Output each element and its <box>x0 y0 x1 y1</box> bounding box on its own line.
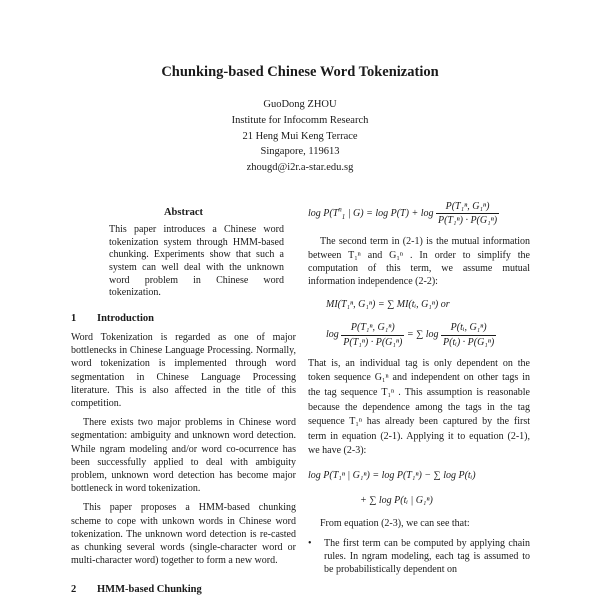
eq-sup: n <box>338 205 342 214</box>
bullet-text: The first term can be computed by applying chain rules. In ngram modeling, each tag is assumed to be probabilistically dependent on <box>324 537 530 575</box>
equation-2-2b <box>308 321 530 348</box>
equation-2-2a: MI(T₁ⁿ, G₁ⁿ) = ∑ MI(tᵢ, G₁ⁿ) or <box>326 299 450 311</box>
fraction-numerator: P(T₁ⁿ, G₁ⁿ) <box>436 200 499 214</box>
fraction-numerator: P(T₁ⁿ, G₁ⁿ) <box>341 321 404 335</box>
bullet-item <box>308 537 530 577</box>
fraction-denominator: P(T₁ⁿ) · P(G₁ⁿ) <box>437 215 498 227</box>
right-paragraph-2: That is, an individual tag is only dependent on the token sequence G₁ⁿ and independent on other tags in the tag sequence T₁ⁿ . This assumption is reasonable because the dependence among the tags in the tag sequence T₁ⁿ has already been captured by the first term in equation (2-1). Applying it to equation (2-1), we have (2-3): <box>308 357 530 457</box>
fraction-numerator: P(tᵢ, G₁ⁿ) <box>441 321 496 335</box>
intro-paragraph-2: There exists two major problems in Chinese word segmentation: ambiguity and unknown word detection. While ngram modeling and/or word co-ocurrence has been successfully applied to deal with ambiguity problem, unknown word detection has become major bottleneck in word tokenization. <box>71 417 296 495</box>
eq-text: | G <box>345 208 361 219</box>
eq-fraction <box>436 200 499 227</box>
abstract-text: This paper introduces a Chinese word tokenization system through HMM-based chunking. Experiments show that such a system can well deal with the unknown word problem in Chinese word tokenization. <box>109 224 284 299</box>
abstract-heading: Abstract <box>163 207 204 218</box>
left-column <box>71 204 296 597</box>
paper-title: Chunking-based Chinese Word Tokenization <box>161 64 439 80</box>
intro-paragraph-3: This paper proposes a HMM-based chunking scheme to cope with unkown words in Chinese word tokenization. The unknown word detection is re-casted as chunking several words (single-character word or multi-character word) together to form a new word. <box>71 502 296 567</box>
affiliation-line: Institute for Infocomm Research <box>231 114 369 126</box>
eq-text: ) = log P(T <box>360 208 406 219</box>
intro-paragraph-1: Word Tokenization is regarded as one of major bottlenecks in Chinese Language Processing. Normally, word tokenization is implemented through word segmentation in Chinese Language Processing literature. This is also affected in the title of this competition. <box>71 331 296 409</box>
fraction-denominator: P(T₁ⁿ) · P(G₁ⁿ) <box>343 336 403 348</box>
section-title: HMM-based Chunking <box>97 584 202 596</box>
eq-fraction <box>441 321 496 348</box>
author-email: zhougd@i2r.a-star.edu.sg <box>246 162 354 174</box>
section-title: Introduction <box>97 312 154 324</box>
fraction-denominator: P(tᵢ) · P(G₁ⁿ) <box>443 336 495 348</box>
equation-2-1 <box>308 200 530 227</box>
section-number: 1 <box>71 312 77 324</box>
right-column <box>308 200 530 576</box>
section-number: 2 <box>71 584 77 596</box>
author-block <box>0 97 600 176</box>
author-name: GuoDong ZHOU <box>263 99 337 110</box>
equation-2-3b: + ∑ log P(tᵢ | G₁ⁿ) <box>360 495 433 507</box>
bullet-icon: • <box>308 537 312 549</box>
affiliation-line: 21 Heng Mui Keng Terrace <box>242 130 358 142</box>
eq-text: ) + log <box>405 208 434 219</box>
eq-sub: 1 <box>341 213 346 221</box>
eq-text: log P(T <box>308 208 339 219</box>
right-paragraph-3: From equation (2-3), we can see that: <box>320 518 470 530</box>
eq-fraction <box>341 321 404 348</box>
equation-2-3a: log P(T₁ⁿ | G₁ⁿ) = log P(T₁ⁿ) − ∑ log P(tᵢ) <box>308 469 476 481</box>
eq-text: log <box>326 329 339 341</box>
section-2-heading <box>71 583 296 596</box>
affiliation-line: Singapore, 119613 <box>260 146 340 158</box>
eq-text: = ∑ log <box>406 329 439 341</box>
section-1-heading <box>71 312 296 325</box>
right-paragraph-1: The second term in (2-1) is the mutual information between T₁ⁿ and G₁ⁿ . In order to simplify the computation of this term, we assume mutual information independence (2-2): <box>308 236 530 288</box>
